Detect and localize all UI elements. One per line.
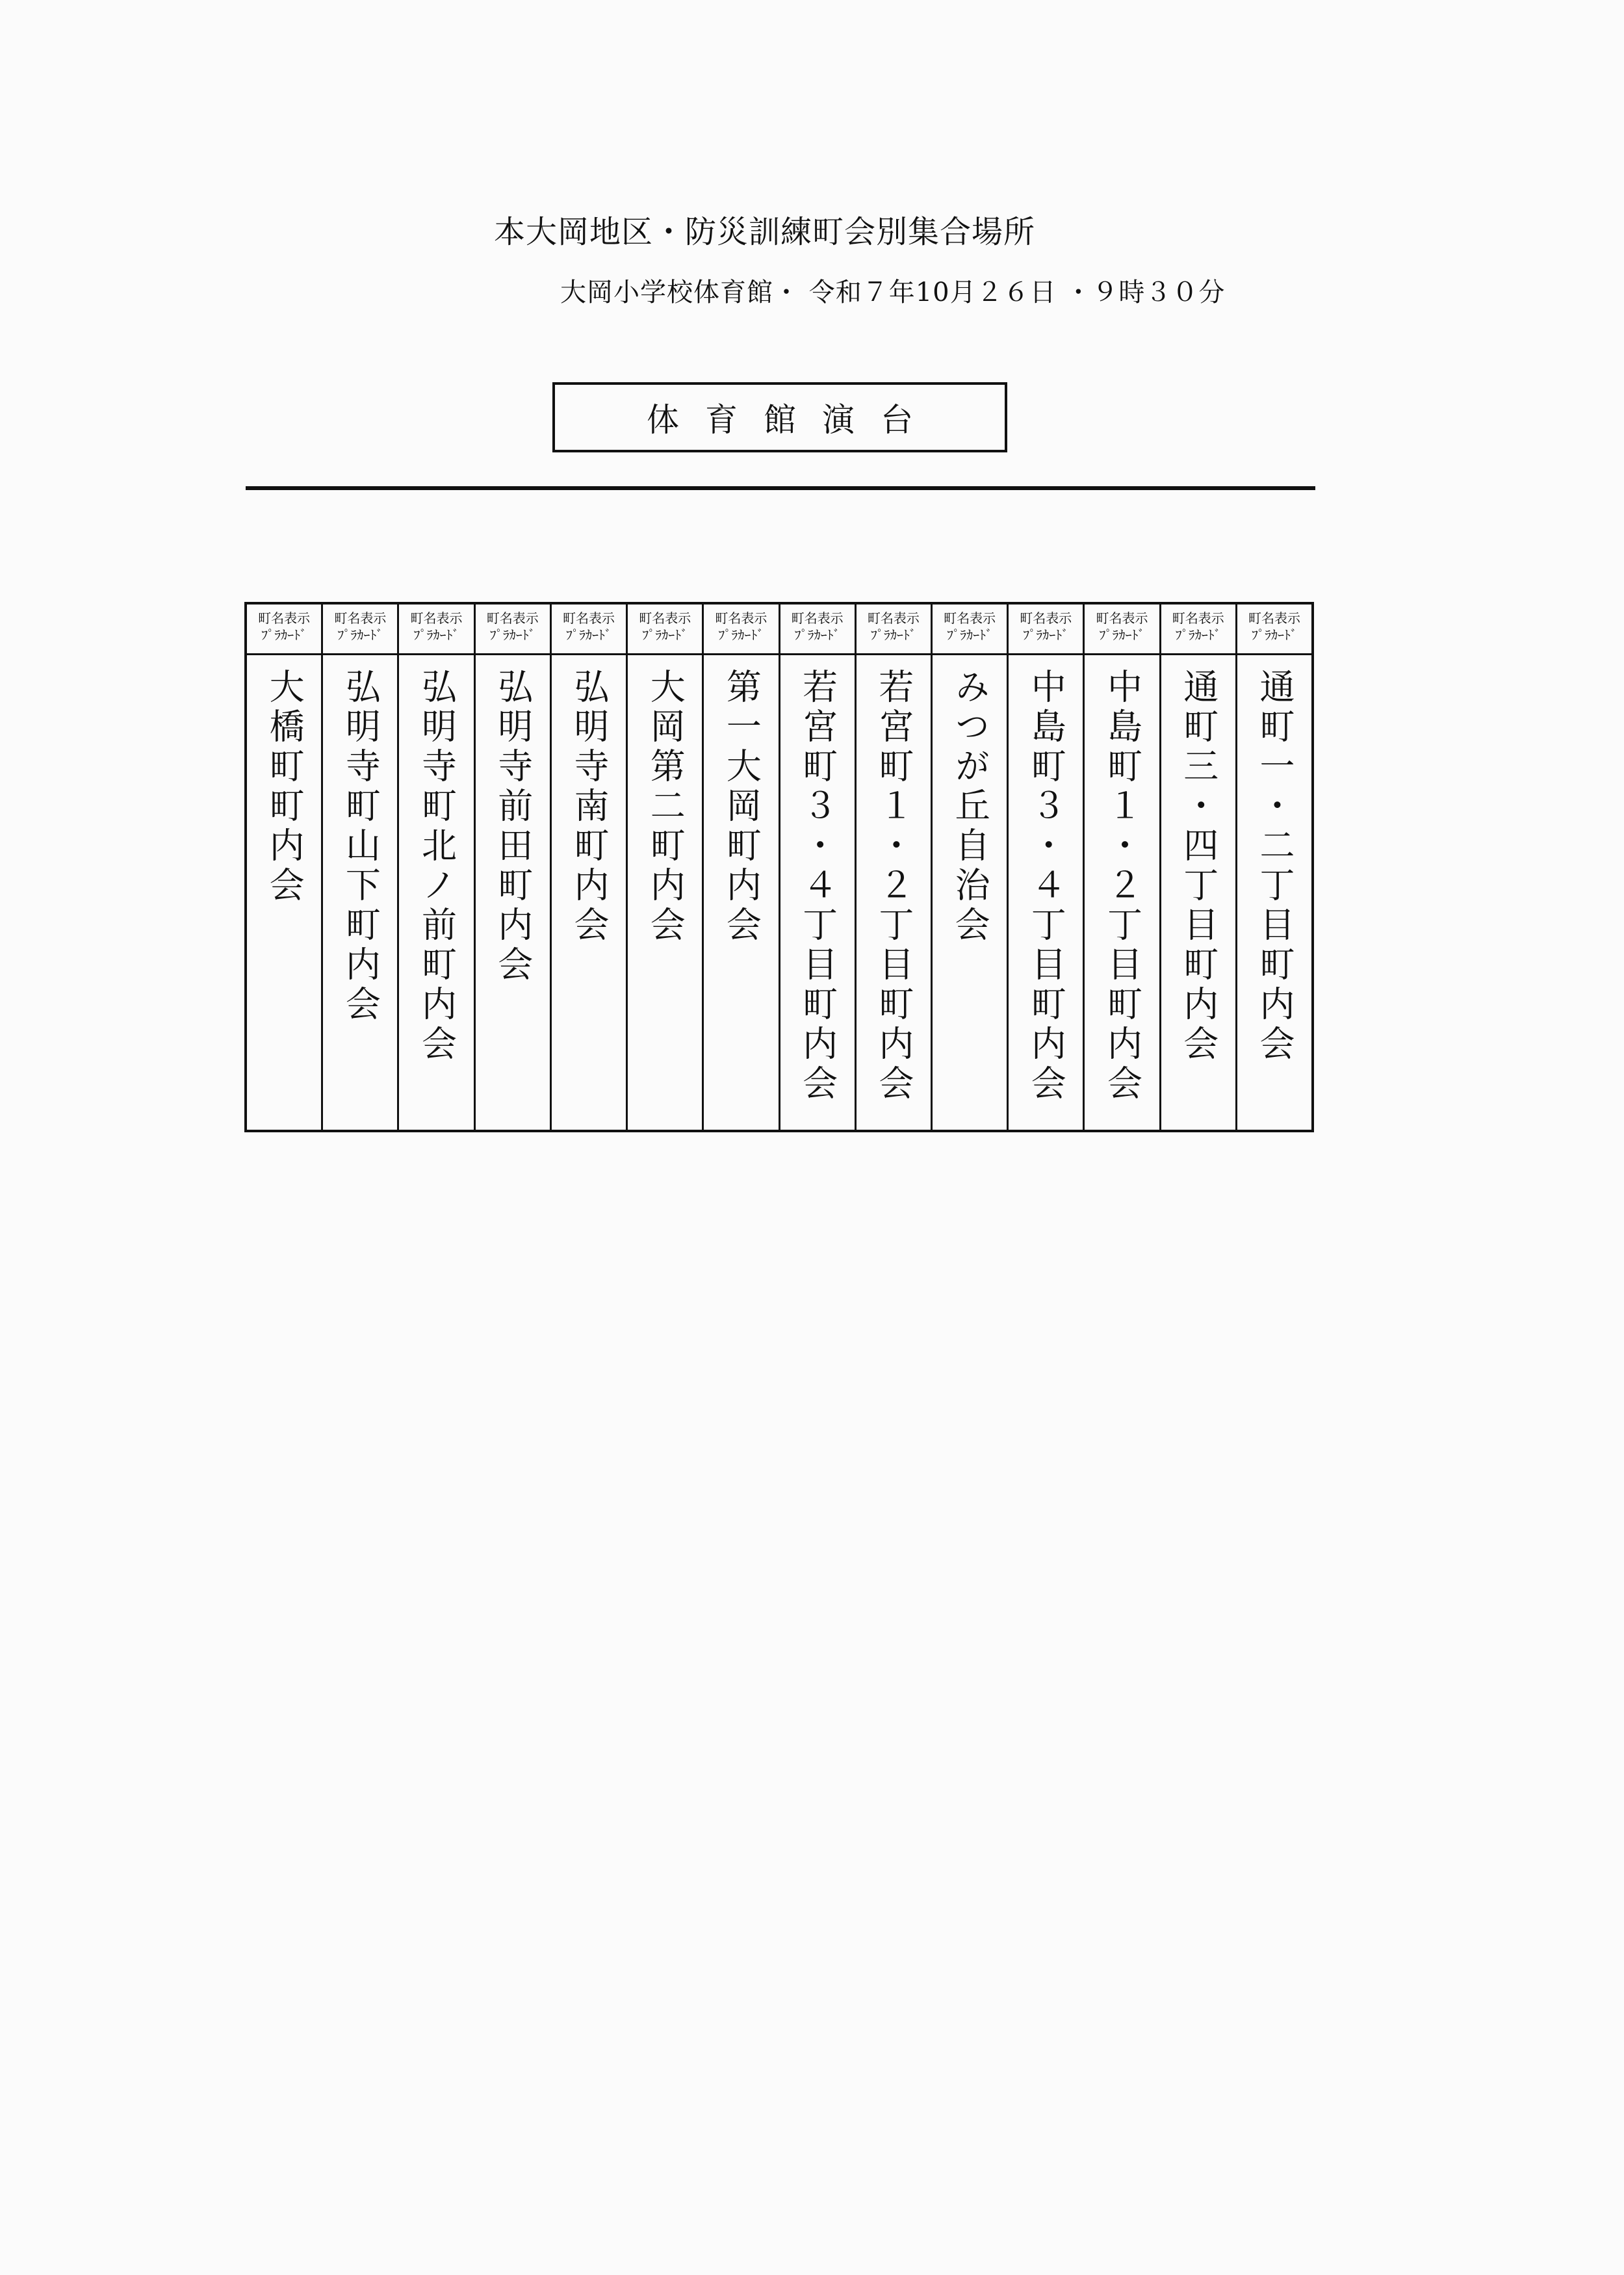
placard-header-line2: ﾌﾟﾗｶｰﾄﾞ — [565, 627, 612, 643]
association-name: 弘明寺前田町内会 — [492, 668, 534, 985]
association-name: 弘明寺南町内会 — [568, 668, 610, 946]
placard-header-line2: ﾌﾟﾗｶｰﾄﾞ — [1099, 627, 1145, 643]
assembly-table — [244, 602, 1314, 1132]
placard-header — [552, 604, 626, 655]
placard-header-line2: ﾌﾟﾗｶｰﾄﾞ — [718, 627, 764, 643]
stage-box — [552, 382, 1007, 452]
placard-header-line2: ﾌﾟﾗｶｰﾄﾞ — [870, 627, 916, 643]
placard-header-line1: 町名表示 — [867, 610, 920, 626]
table-column — [1237, 604, 1311, 1130]
table-column — [1161, 604, 1237, 1130]
placard-header-line2: ﾌﾟﾗｶｰﾄﾞ — [794, 627, 840, 643]
placard-header — [399, 604, 473, 655]
association-name: 弘明寺町山下町内会 — [340, 668, 381, 1025]
table-column — [704, 604, 780, 1130]
table-column — [933, 604, 1009, 1130]
placard-header-line2: ﾌﾟﾗｶｰﾄﾞ — [1175, 627, 1221, 643]
placard-header-line1: 町名表示 — [334, 610, 387, 626]
placard-header-line2: ﾌﾟﾗｶｰﾄﾞ — [947, 627, 993, 643]
association-name: 第一大岡町内会 — [721, 668, 762, 946]
table-column — [323, 604, 399, 1130]
placard-header-line2: ﾌﾟﾗｶｰﾄﾞ — [413, 627, 459, 643]
placard-header — [857, 604, 931, 655]
placard-header-line1: 町名表示 — [1172, 610, 1224, 626]
placard-header-line1: 町名表示 — [791, 610, 844, 626]
placard-header-line2: ﾌﾟﾗｶｰﾄﾞ — [489, 627, 535, 643]
placard-header-line1: 町名表示 — [258, 610, 311, 626]
table-column — [857, 604, 933, 1130]
table-column — [247, 604, 323, 1130]
table-column — [780, 604, 857, 1130]
placard-header-line1: 町名表示 — [1248, 610, 1300, 626]
placard-header — [247, 604, 321, 655]
table-column — [1009, 604, 1085, 1130]
placard-header — [1237, 604, 1311, 655]
placard-header-line2: ﾌﾟﾗｶｰﾄﾞ — [1023, 627, 1069, 643]
placard-header — [476, 604, 550, 655]
page-title: 本大岡地区・防災訓練町会別集合場所 — [494, 214, 1036, 250]
table-column — [552, 604, 628, 1130]
placard-header — [628, 604, 702, 655]
table-column — [399, 604, 475, 1130]
association-name: 通町三・四丁目町内会 — [1178, 668, 1219, 1065]
placard-header-line1: 町名表示 — [944, 610, 996, 626]
stage-label: 体育館演台 — [647, 401, 939, 439]
placard-header — [1009, 604, 1083, 655]
association-name: 中島町３・４丁目町内会 — [1025, 668, 1067, 1104]
placard-header — [780, 604, 855, 655]
placard-header-line2: ﾌﾟﾗｶｰﾄﾞ — [261, 627, 307, 643]
placard-header-line2: ﾌﾟﾗｶｰﾄﾞ — [642, 627, 688, 643]
venue-date-time: 大岡小学校体育館・ 令和７年10月２６日 ・９時３０分 — [560, 278, 1226, 307]
placard-header — [704, 604, 778, 655]
placard-header-line1: 町名表示 — [1020, 610, 1072, 626]
placard-header-line1: 町名表示 — [486, 610, 539, 626]
placard-header-line1: 町名表示 — [639, 610, 691, 626]
placard-header-line2: ﾌﾟﾗｶｰﾄﾞ — [1251, 627, 1297, 643]
placard-header-line1: 町名表示 — [562, 610, 615, 626]
placard-header — [933, 604, 1007, 655]
association-name: 若宮町１・２丁目町内会 — [873, 668, 914, 1104]
association-name: みつが丘自治会 — [949, 668, 991, 946]
association-name: 大橋町町内会 — [264, 668, 305, 906]
placard-header — [323, 604, 397, 655]
table-column — [628, 604, 704, 1130]
placard-header-line1: 町名表示 — [410, 610, 463, 626]
association-name: 中島町１・２丁目町内会 — [1102, 668, 1143, 1104]
placard-header — [1085, 604, 1159, 655]
placard-header-line2: ﾌﾟﾗｶｰﾄﾞ — [337, 627, 383, 643]
stage-front-line — [246, 486, 1315, 490]
placard-header — [1161, 604, 1235, 655]
association-name: 大岡第二町内会 — [645, 668, 686, 946]
placard-header-line1: 町名表示 — [1096, 610, 1148, 626]
table-column — [476, 604, 552, 1130]
placard-header-line1: 町名表示 — [715, 610, 767, 626]
association-name: 弘明寺町北ノ前町内会 — [416, 668, 458, 1065]
table-column — [1085, 604, 1161, 1130]
association-name: 若宮町３・４丁目町内会 — [797, 668, 838, 1104]
association-name: 通町一・二丁目町内会 — [1254, 668, 1295, 1065]
